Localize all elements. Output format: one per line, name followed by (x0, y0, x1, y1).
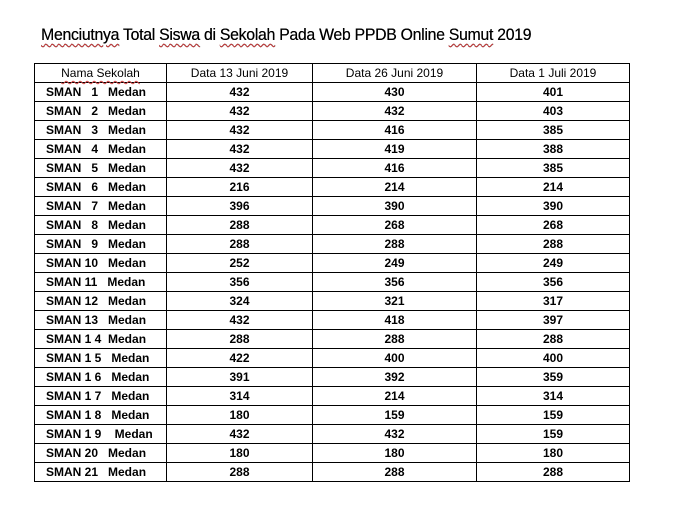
column-header-label: Data 13 Juni 2019 (190, 66, 289, 80)
data-26-juni-cell: 214 (313, 387, 477, 406)
data-13-juni-cell: 288 (167, 216, 313, 235)
school-name-cell: SMAN 1 8 Medan (35, 406, 167, 425)
data-26-juni-cell: 249 (313, 254, 477, 273)
school-name-cell: SMAN 1 5 Medan (35, 349, 167, 368)
data-1-juli-cell: 359 (477, 368, 630, 387)
title-word: Total (119, 25, 160, 44)
school-name-cell: SMAN 2 Medan (35, 102, 167, 121)
school-name-cell: SMAN 8 Medan (35, 216, 167, 235)
data-13-juni-cell: 396 (167, 197, 313, 216)
school-name-cell: SMAN 6 Medan (35, 178, 167, 197)
column-header-label: Data 26 Juni 2019 (345, 66, 444, 80)
data-1-juli-cell: 388 (477, 140, 630, 159)
column-header-13-juni (167, 64, 313, 83)
data-13-juni-cell: 180 (167, 444, 313, 463)
data-13-juni-cell: 216 (167, 178, 313, 197)
table-row (35, 349, 630, 368)
data-1-juli-cell: 214 (477, 178, 630, 197)
data-13-juni-cell: 432 (167, 102, 313, 121)
school-name-cell: SMAN 20 Medan (35, 444, 167, 463)
table-row (35, 216, 630, 235)
data-26-juni-cell: 288 (313, 463, 477, 482)
title-word: Sumut (448, 25, 494, 44)
data-1-juli-cell: 288 (477, 330, 630, 349)
table-row (35, 311, 630, 330)
data-26-juni-cell: 288 (313, 330, 477, 349)
data-13-juni-cell: 432 (167, 159, 313, 178)
table-row (35, 444, 630, 463)
data-13-juni-cell: 432 (167, 83, 313, 102)
data-1-juli-cell: 401 (477, 83, 630, 102)
data-26-juni-cell: 268 (313, 216, 477, 235)
data-26-juni-cell: 356 (313, 273, 477, 292)
school-data-table (34, 63, 630, 482)
data-26-juni-cell: 180 (313, 444, 477, 463)
data-1-juli-cell: 288 (477, 235, 630, 254)
school-name-cell: SMAN 1 9 Medan (35, 425, 167, 444)
school-name-cell: SMAN 13 Medan (35, 311, 167, 330)
table-row (35, 406, 630, 425)
table-header-row (35, 64, 630, 83)
school-name-cell: SMAN 10 Medan (35, 254, 167, 273)
data-1-juli-cell: 390 (477, 197, 630, 216)
data-13-juni-cell: 432 (167, 121, 313, 140)
data-1-juli-cell: 400 (477, 349, 630, 368)
data-1-juli-cell: 180 (477, 444, 630, 463)
data-1-juli-cell: 268 (477, 216, 630, 235)
data-1-juli-cell: 249 (477, 254, 630, 273)
table-row (35, 254, 630, 273)
data-1-juli-cell: 159 (477, 406, 630, 425)
data-1-juli-cell: 314 (477, 387, 630, 406)
table-row (35, 273, 630, 292)
data-1-juli-cell: 317 (477, 292, 630, 311)
title-word: 2019 (493, 25, 532, 44)
column-header-26-juni (313, 64, 477, 83)
column-header-label: Data 1 Juli 2019 (509, 66, 597, 80)
data-1-juli-cell: 159 (477, 425, 630, 444)
school-name-cell: SMAN 12 Medan (35, 292, 167, 311)
data-13-juni-cell: 422 (167, 349, 313, 368)
table-header (35, 64, 630, 83)
data-13-juni-cell: 180 (167, 406, 313, 425)
data-13-juni-cell: 432 (167, 425, 313, 444)
data-1-juli-cell: 356 (477, 273, 630, 292)
data-13-juni-cell: 288 (167, 235, 313, 254)
data-26-juni-cell: 288 (313, 235, 477, 254)
data-13-juni-cell: 288 (167, 463, 313, 482)
title-word: Siswa (159, 25, 200, 44)
data-26-juni-cell: 416 (313, 121, 477, 140)
data-1-juli-cell: 385 (477, 121, 630, 140)
data-26-juni-cell: 430 (313, 83, 477, 102)
table-row (35, 330, 630, 349)
school-name-cell: SMAN 4 Medan (35, 140, 167, 159)
table-row (35, 292, 630, 311)
column-header-school-name (35, 64, 167, 83)
school-name-cell: SMAN 1 6 Medan (35, 368, 167, 387)
data-13-juni-cell: 356 (167, 273, 313, 292)
table-row (35, 121, 630, 140)
table-row (35, 197, 630, 216)
school-name-cell: SMAN 1 Medan (35, 83, 167, 102)
school-name-cell: SMAN 1 4 Medan (35, 330, 167, 349)
data-1-juli-cell: 385 (477, 159, 630, 178)
data-26-juni-cell: 419 (313, 140, 477, 159)
column-header-label: Nama Sekolah (61, 66, 140, 80)
data-26-juni-cell: 416 (313, 159, 477, 178)
school-name-cell: SMAN 1 7 Medan (35, 387, 167, 406)
data-26-juni-cell: 432 (313, 425, 477, 444)
data-26-juni-cell: 392 (313, 368, 477, 387)
table-row (35, 178, 630, 197)
data-13-juni-cell: 252 (167, 254, 313, 273)
table-row (35, 83, 630, 102)
table-row (35, 159, 630, 178)
table-row (35, 425, 630, 444)
title-word: di (199, 25, 220, 44)
data-13-juni-cell: 314 (167, 387, 313, 406)
data-13-juni-cell: 432 (167, 140, 313, 159)
school-name-cell: SMAN 5 Medan (35, 159, 167, 178)
table-row (35, 463, 630, 482)
data-26-juni-cell: 159 (313, 406, 477, 425)
data-1-juli-cell: 397 (477, 311, 630, 330)
data-13-juni-cell: 324 (167, 292, 313, 311)
data-13-juni-cell: 288 (167, 330, 313, 349)
data-26-juni-cell: 390 (313, 197, 477, 216)
school-name-cell: SMAN 9 Medan (35, 235, 167, 254)
school-name-cell: SMAN 21 Medan (35, 463, 167, 482)
data-26-juni-cell: 400 (313, 349, 477, 368)
school-name-cell: SMAN 11 Medan (35, 273, 167, 292)
title-word: Menciutnya (41, 25, 120, 44)
school-name-cell: SMAN 7 Medan (35, 197, 167, 216)
title-word: Pada Web PPDB Online (274, 25, 449, 44)
table-row (35, 387, 630, 406)
data-1-juli-cell: 403 (477, 102, 630, 121)
page-title (41, 25, 531, 45)
table-row (35, 235, 630, 254)
data-26-juni-cell: 321 (313, 292, 477, 311)
table-row (35, 102, 630, 121)
table-body (35, 83, 630, 482)
title-word: Sekolah (219, 25, 275, 44)
data-26-juni-cell: 418 (313, 311, 477, 330)
data-26-juni-cell: 432 (313, 102, 477, 121)
data-13-juni-cell: 391 (167, 368, 313, 387)
data-26-juni-cell: 214 (313, 178, 477, 197)
data-13-juni-cell: 432 (167, 311, 313, 330)
column-header-1-juli (477, 64, 630, 83)
table-row (35, 368, 630, 387)
table-row (35, 140, 630, 159)
school-name-cell: SMAN 3 Medan (35, 121, 167, 140)
data-1-juli-cell: 288 (477, 463, 630, 482)
